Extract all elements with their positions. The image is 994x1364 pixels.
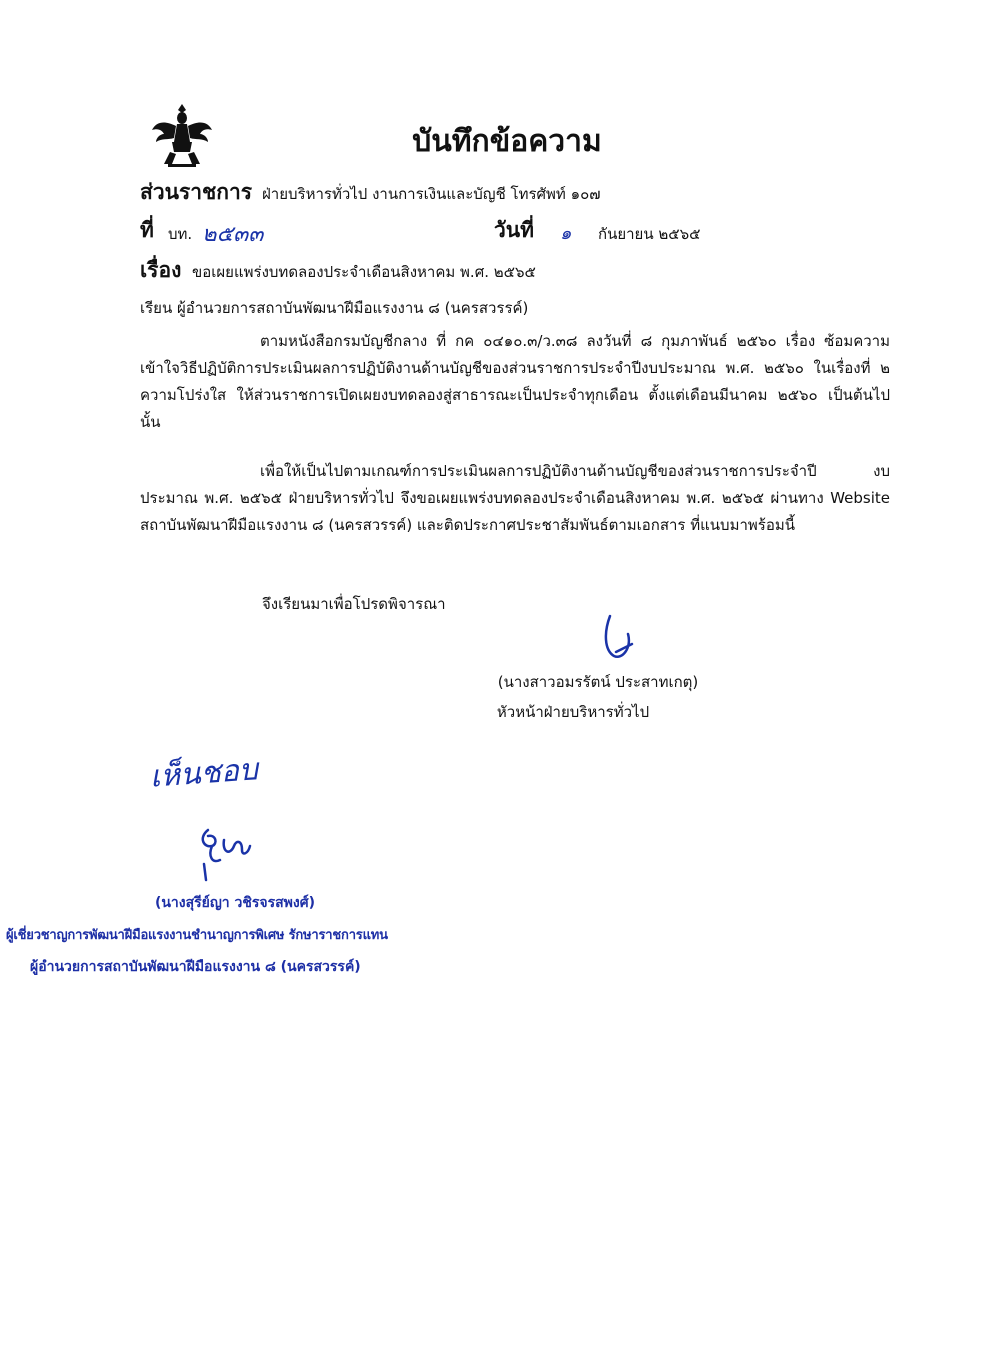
paragraph-1-text: ตามหนังสือกรมบัญชีกลาง ที่ กค ๐๔๑๐.๓/ว.๓๘ ลงวันที่ ๘ กุมภาพันธ์ ๒๕๖๐ เรื่อง ซ้อมความเข้าใจวิธีปฏิบัติการประเมินผลการปฏิบัติงานด้านบัญชีของส่วนราชการประจำปีงบประมาณ พ.ศ. ๒๕๖๐ ในเรื่องที่ ๒ ความโปร่งใส ให้ส่วนราชการเปิดเผยงบทดลองสู่สาธารณะเป็นประจำทุกเดือน ตั้งแต่เดือนมีนาคม ๒๕๖๐ เป็นต้นไป นั้น bbox=[140, 332, 890, 431]
approver-signature bbox=[194, 820, 264, 882]
department-label: ส่วนราชการ bbox=[140, 180, 253, 204]
department-value: ฝ่ายบริหารทั่วไป งานการเงินและบัญชี โทรศัพท์ ๑๐๗ bbox=[262, 185, 601, 203]
ref-label: ที่ bbox=[140, 218, 154, 242]
subject-value: ขอเผยแพร่งบทดลองประจำเดือนสิงหาคม พ.ศ. ๒๕๖๕ bbox=[192, 263, 536, 281]
salutation: เรียน ผู้อำนวยการสถาบันพัฒนาฝีมือแรงงาน ๘ (นครสวรรค์) bbox=[140, 299, 529, 317]
date-day: ๑ bbox=[560, 223, 572, 244]
closing-line: จึงเรียนมาเพื่อโปรดพิจารณา bbox=[262, 595, 446, 613]
signer-name: (นางสาวอมรรัตน์ ประสาทเกตุ) bbox=[497, 673, 699, 691]
approver-position-line-2: ผู้อำนวยการสถาบันพัฒนาฝีมือแรงงาน ๘ (นครสวรรค์) bbox=[30, 959, 361, 975]
approver-position-line-1: ผู้เชี่ยวชาญการพัฒนาฝีมือแรงงานชำนาญการพิเศษ รักษาราชการแทน bbox=[6, 928, 388, 943]
subject-label: เรื่อง bbox=[140, 258, 182, 282]
page-title: บันทึกข้อความ bbox=[412, 124, 602, 159]
approver-name: (นางสุรีย์ญา วชิรจรสพงศ์) bbox=[154, 895, 316, 911]
approval-note: เห็นชอบ bbox=[148, 752, 260, 795]
body-paragraph-2 bbox=[140, 458, 890, 539]
signature-mark bbox=[598, 612, 638, 662]
ref-prefix: บท. bbox=[168, 225, 193, 243]
paragraph-2-text: เพื่อให้เป็นไปตามเกณฑ์การประเมินผลการปฏิบัติงานด้านบัญชีของส่วนราชการประจำปี งบประมาณ พ.ศ. ๒๕๖๕ ฝ่ายบริหารทั่วไป จึงขอเผยแพร่งบทดลองประจำเดือนสิงหาคม พ.ศ. ๒๕๖๕ ผ่านทาง Website สถาบันพัฒนาฝีมือแรงงาน ๘ (นครสวรรค์) และติดประกาศประชาสัมพันธ์ตามเอกสาร ที่แนบมาพร้อมนี้ bbox=[140, 462, 890, 534]
body-paragraph-1 bbox=[140, 328, 890, 436]
ref-number: ๒๕๓๓ bbox=[202, 222, 264, 247]
date-rest: กันยายน ๒๕๖๕ bbox=[598, 225, 701, 243]
date-label: วันที่ bbox=[494, 218, 534, 242]
signer-position: หัวหน้าฝ่ายบริหารทั่วไป bbox=[496, 703, 650, 721]
